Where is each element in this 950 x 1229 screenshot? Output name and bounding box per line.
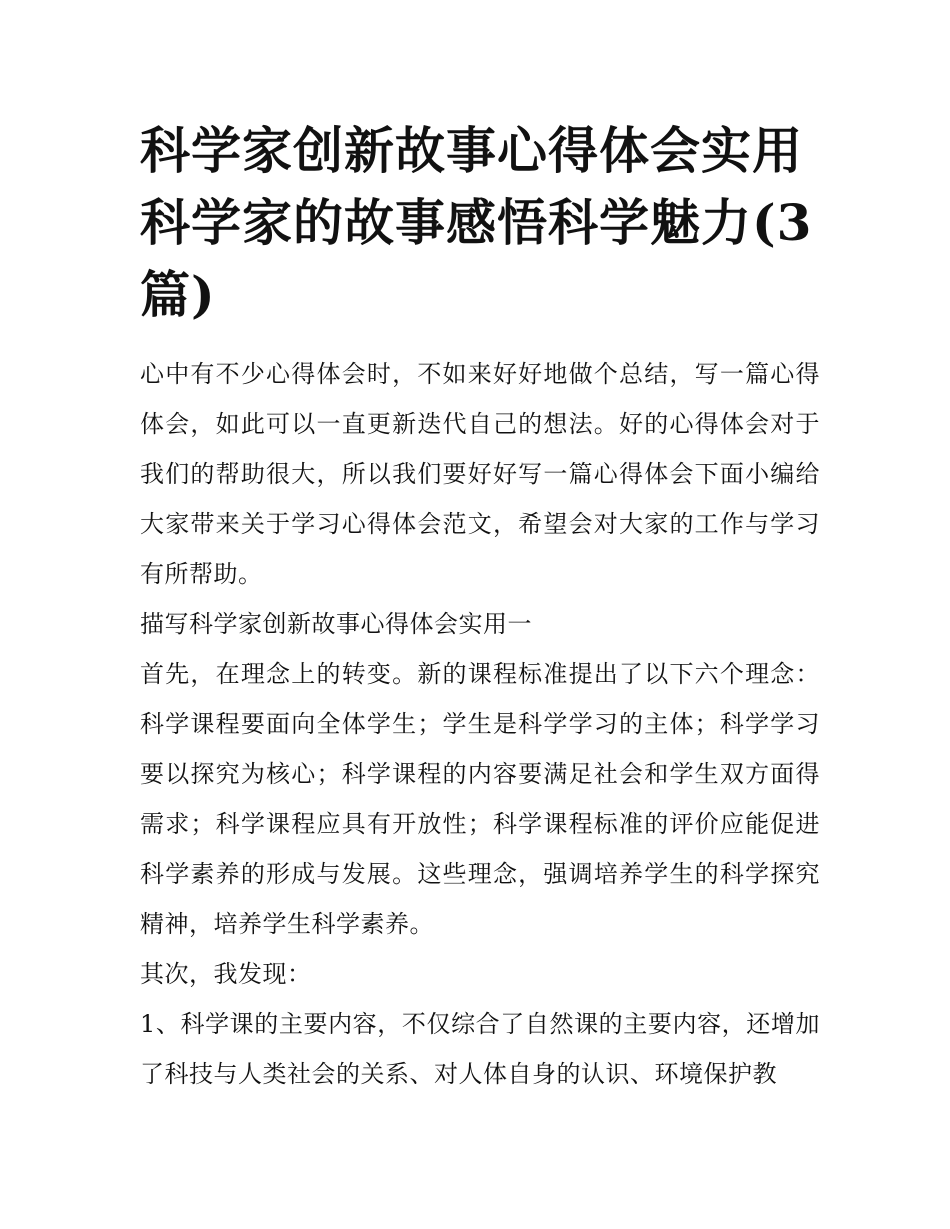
document-body [140,349,820,1099]
section-heading: 描写科学家创新故事心得体会实用一 [140,610,532,638]
body-paragraph: 首先，在理念上的转变。新的课程标准提出了以下六个理念：科学课程要面向全体学生；学生是科学学习的主体；科学学习要以探究为核心；科学课程的内容要满足社会和学生双方面得需求；科学课程应具有开放性；科学课程标准的评价应能促进科学素养的形成与发展。这些理念，强调培养学生的科学探究精神，培养学生科学素养。 [140,660,820,938]
list-item-paragraph: 1、科学课的主要内容，不仅综合了自然课的主要内容，还增加了科技与人类社会的关系、对人体自身的认识、环境保护教 [140,1010,820,1088]
body-paragraph: 其次，我发现： [140,960,312,988]
intro-paragraph: 心中有不少心得体会时，不如来好好地做个总结，写一篇心得体会，如此可以一直更新迭代自己的想法。好的心得体会对于我们的帮助很大，所以我们要好好写一篇心得体会下面小编给大家带来关于学习心得体会范文，希望会对大家的工作与学习有所帮助。 [140,360,820,588]
document-title: 科学家创新故事心得体会实用科学家的故事感悟科学魅力(3篇) [140,121,813,324]
document-page [140,115,820,1099]
